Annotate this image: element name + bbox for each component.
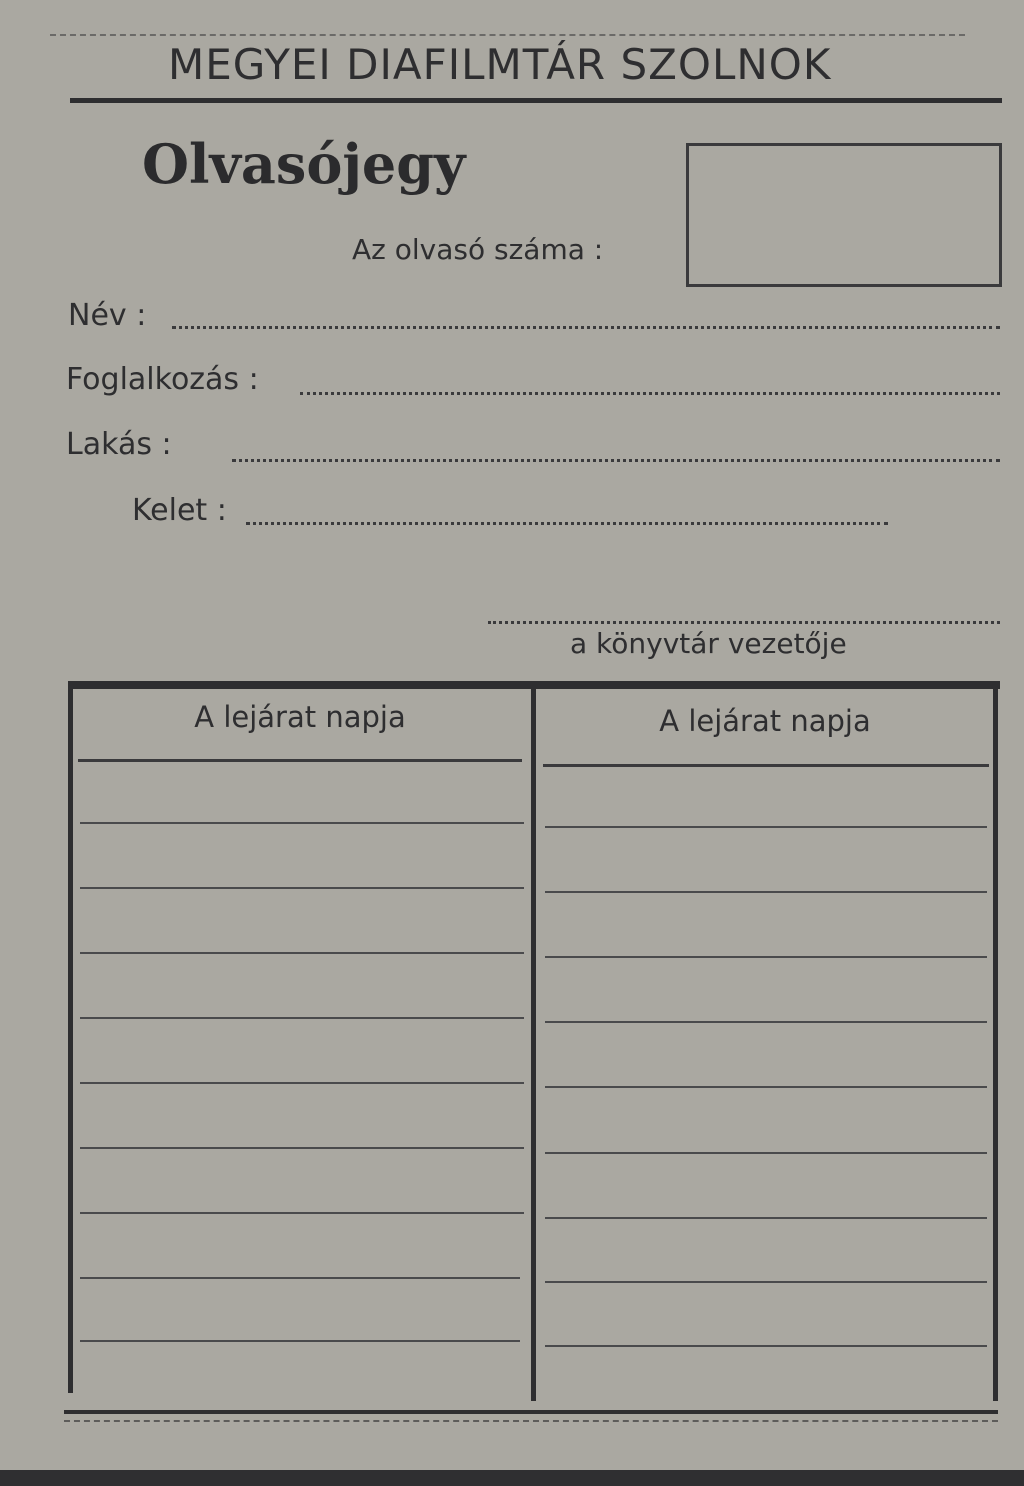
header-rule <box>70 98 1002 103</box>
table-row[interactable] <box>80 1212 524 1214</box>
table-row[interactable] <box>80 1017 524 1019</box>
table-row[interactable] <box>545 1217 987 1219</box>
top-dashed-line <box>50 34 965 36</box>
table-center-divider <box>531 689 536 1401</box>
institution-header: MEGYEI DIAFILMTÁR SZOLNOK <box>168 40 832 89</box>
address-field-line[interactable] <box>232 459 1000 462</box>
reader-number-box[interactable] <box>686 143 1002 287</box>
reader-number-label: Az olvasó száma : <box>352 233 604 266</box>
name-field-line[interactable] <box>172 326 1000 329</box>
table-row[interactable] <box>80 1147 524 1149</box>
bottom-dashed-line <box>64 1420 998 1422</box>
table-left-border <box>68 681 73 1393</box>
table-row[interactable] <box>545 1021 987 1023</box>
column-header-right: A lejárat napja <box>659 704 871 738</box>
card-title: Olvasójegy <box>142 132 466 196</box>
table-row[interactable] <box>545 1281 987 1283</box>
signature-line[interactable] <box>488 621 1000 624</box>
date-field-line[interactable] <box>246 522 888 525</box>
column-header-left: A lejárat napja <box>194 700 406 734</box>
address-label: Lakás : <box>66 427 172 462</box>
table-row[interactable] <box>80 822 524 824</box>
table-row[interactable] <box>80 1082 524 1084</box>
table-row[interactable] <box>545 1086 987 1088</box>
name-label: Név : <box>68 298 147 333</box>
occupation-field-line[interactable] <box>300 392 1000 395</box>
table-row[interactable] <box>545 1152 987 1154</box>
table-row[interactable] <box>545 956 987 958</box>
occupation-label: Foglalkozás : <box>66 362 259 397</box>
card-edge-shadow <box>0 1470 1024 1486</box>
date-label: Kelet : <box>132 493 227 528</box>
table-top-rule <box>70 681 1000 689</box>
signature-label: a könyvtár vezetője <box>570 627 847 660</box>
table-row[interactable] <box>545 891 987 893</box>
table-row[interactable] <box>80 1277 520 1279</box>
table-row[interactable] <box>545 1345 987 1347</box>
column-header-rule-left <box>78 759 522 762</box>
table-row[interactable] <box>80 952 524 954</box>
table-row[interactable] <box>80 1340 520 1342</box>
table-row[interactable] <box>80 887 524 889</box>
table-right-border <box>993 689 998 1401</box>
table-row[interactable] <box>545 826 987 828</box>
column-header-rule-right <box>543 764 989 767</box>
table-bottom-rule <box>64 1410 998 1414</box>
